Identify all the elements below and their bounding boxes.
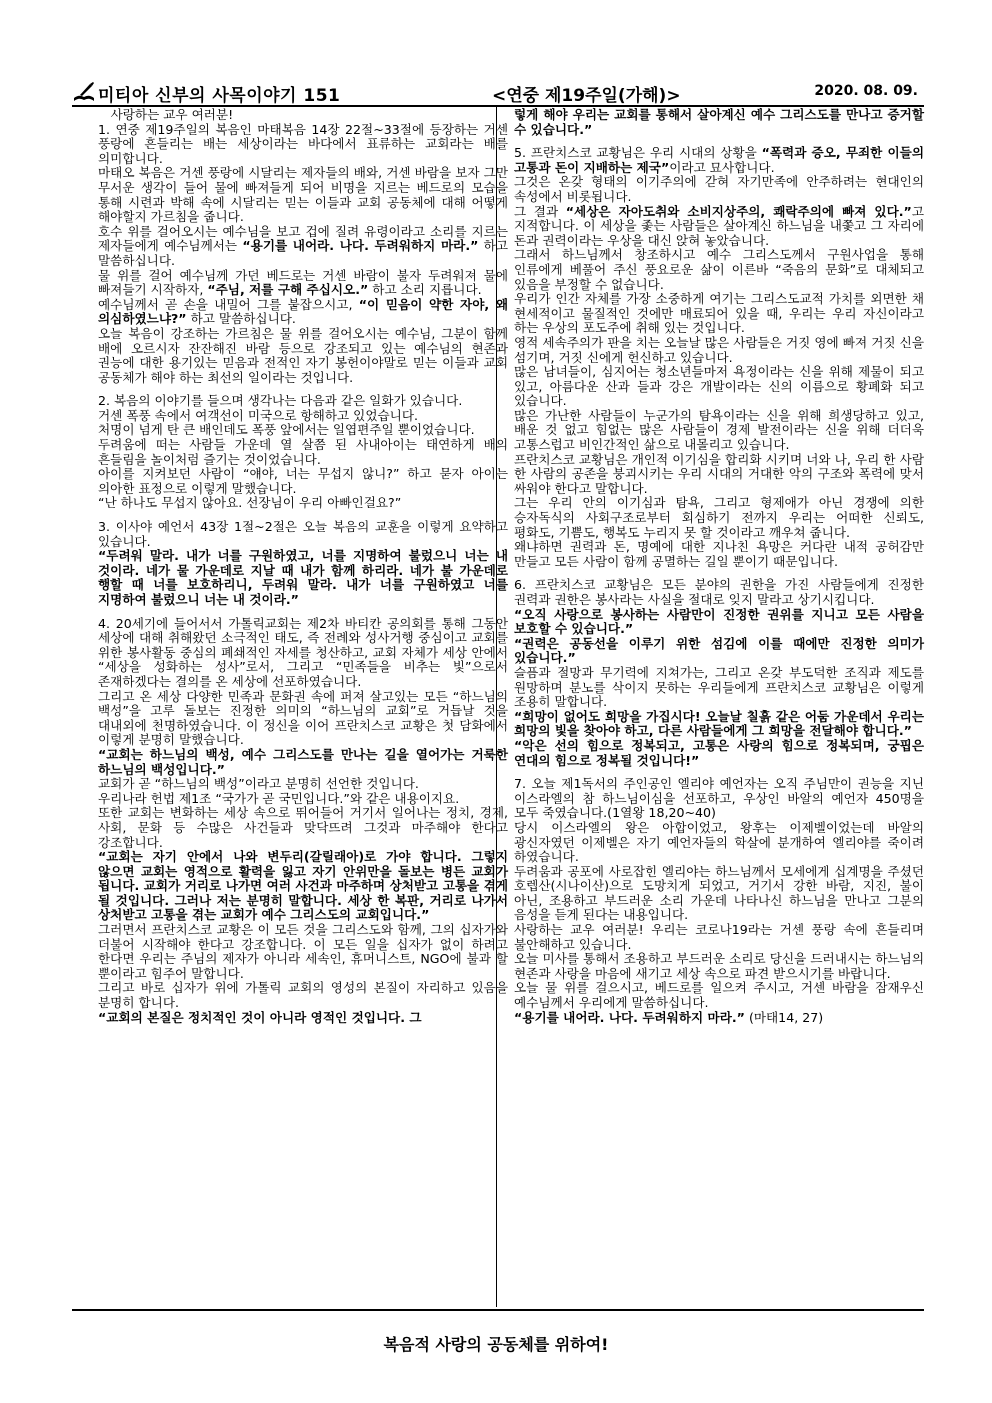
- paragraph-text: 또한 교회는 변화하는 세상 속으로 뛰어들어 거기서 일어나는 정치, 경제, 사회, 문화 등 수많은 사건들과 맞닥뜨려 그것과 마주해야 한다고 강조합니다.: [98, 805, 508, 850]
- paragraph: [98, 123, 508, 167]
- paragraph: [514, 540, 924, 569]
- pen-book-icon: [72, 81, 96, 103]
- liturgical-week: <연중 제19주일(가해)>: [492, 86, 681, 106]
- paragraph-text: 그것은 온갖 형태의 이기주의에 갇혀 자기만족에 안주하려는 현대인의 속성에서 비롯됩니다.: [514, 174, 924, 204]
- paragraph-text: “난 하나도 무섭지 않아요. 선장님이 우리 아빠인걸요?”: [98, 495, 402, 511]
- paragraph: [514, 578, 924, 607]
- paragraph-text: 슬픔과 절망과 무기력에 지쳐가는, 그리고 온갖 부도덕한 조직과 제도를 원망하며 분노를 삭이지 못하는 우리들에게 프란치스코 교황님은 이렇게 조용히 말합니다.: [514, 664, 924, 710]
- paragraph-text: 거센 폭풍 속에서 여객선이 미국으로 항해하고 있었습니다.: [98, 407, 418, 423]
- paragraph: [514, 923, 924, 952]
- paragraph: [98, 806, 508, 850]
- paragraph-text: 그래서 하느님께서 창조하시고 예수 그리스도께서 구원사업을 통해 인류에게 베풀어 주신 풍요로운 삶이 이른바 “죽음의 문화”로 대체되고 있음을 부정할 수 없습니다.: [514, 247, 924, 292]
- paragraph-text: 많은 가난한 사람들이 누군가의 탐욕이라는 신을 위해 희생당하고 있고, 배운 것 없고 힘없는 많은 사람들이 경제 발전이라는 신을 위해 더더욱 고통스럽고 비인간적인 삶으로 내몰리고 있습니다.: [514, 407, 924, 453]
- paragraph-text: 2. 복음의 이야기를 들으며 생각나는 다음과 같은 일화가 있습니다.: [98, 393, 463, 409]
- bold-quote: 렇게 해야 우리는 교회를 통해서 살아계신 예수 그리스도를 만나고 증거할 수 있습니다.”: [514, 107, 924, 137]
- paragraph-text: 7. 오늘 제1독서의 주인공인 엘리야 예언자는 오직 주님만이 권능을 지닌 이스라엘의 참 하느님이심을 선포하고, 우상인 바알의 예언자 450명을 모두 죽였습니다.(1열왕 18,20~40): [514, 776, 924, 821]
- paragraph-tail: 하고 소리 지릅니다.: [368, 282, 482, 298]
- paragraph-tail: 고 지적합니다. 이 세상을 좇는 사람들은 살아계신 하느님을 내쫓고 그 자리에 돈과 권력이라는 우상을 대신 앉혀 놓았습니다.: [514, 203, 924, 248]
- paragraph-tail: (마태14, 27): [744, 1009, 824, 1025]
- bold-quote: “주님, 저를 구해 주십시오.”: [207, 282, 369, 298]
- paragraph: [514, 637, 924, 666]
- paragraph-text: 그러면서 프란치스코 교황은 이 모든 것을 그리스도와 함께, 그의 십자가와 더불어 시작해야 한다고 강조합니다. 이 모든 일을 십자가 없이 하려고 한다면 우리는 주님의 제자가 아니라 세속인, 휴머니스트, NGO에 불과 할 뿐이라고 힘주어 말합니다.: [98, 922, 508, 981]
- issue-date: 2020. 08. 09.: [814, 83, 918, 99]
- paragraph: [514, 146, 924, 175]
- header: [72, 79, 924, 105]
- paragraph-text: 두려움과 공포에 사로잡힌 엘리야는 하느님께서 모세에게 십계명을 주셨던 호렙산(시나이산)으로 도망치게 되었고, 거기서 강한 바람, 지진, 불이 아닌, 조용하고 부드러운 소리 가운데 나타나신 하느님을 만나고 그분의 음성을 듣게 된다는 내용입니다.: [514, 863, 924, 923]
- paragraph-text: 오늘 물 위를 걸으시고, 베드로를 일으켜 주시고, 거센 바람을 잠재우신 예수님께서 우리에게 말씀하십니다.: [514, 980, 924, 1011]
- paragraph: [514, 292, 924, 336]
- paragraph: [98, 690, 508, 748]
- paragraph: [98, 748, 508, 777]
- paragraph: [98, 617, 508, 690]
- left-column: [98, 108, 508, 1025]
- paragraph: [514, 248, 924, 292]
- paragraph: [98, 423, 508, 438]
- paragraph-text: 우리나라 헌법 제1조 “국가가 곧 국민입니다.”와 같은 내용이지요.: [98, 790, 460, 806]
- paragraph: [98, 850, 508, 923]
- paragraph: [514, 365, 924, 409]
- paragraph-text: 사랑하는 교우 여러분! 우리는 코로나19라는 거센 풍랑 속에 흔들리며 불안해하고 있습니다.: [514, 922, 924, 952]
- paragraph-text: 두려움에 떠는 사람들 가운데 열 살쯤 된 사내아이는 태연하게 배의 흔들림을 놀이처럼 즐기는 것이었습니다.: [98, 437, 508, 467]
- paragraph: [514, 175, 924, 204]
- paragraph-text: 왜냐하면 권력과 돈, 명예에 대한 지나친 욕망은 커다란 내적 공허감만 만들고 모든 사람이 함께 공멸하는 길일 뿐이기 때문입니다.: [514, 539, 924, 569]
- paragraph: [98, 327, 508, 385]
- bold-quote: “세상은 자아도취와 소비지상주의, 쾌락주의에 빠져 있다.”: [565, 203, 912, 219]
- paragraph: [98, 467, 508, 496]
- paragraph: [98, 225, 508, 269]
- paragraph: [98, 298, 508, 327]
- paragraph-text: 3. 이사야 예언서 43장 1절~2절은 오늘 복음의 교훈을 이렇게 요약하고 있습니다.: [98, 519, 508, 549]
- paragraph-text: 그리고 온 세상 다양한 민족과 문화권 속에 퍼져 살고있는 모든 “하느님의 백성”을 고루 돌보는 진정한 의미의 “하느님의 교회”로 거듭날 것을 대내외에 천명하였습니다. 이 정신을 이어 프란치스코 교황은 첫 담화에서 이렇게 분명히 말했습니다.: [98, 688, 508, 748]
- paragraph-text: 4. 20세기에 들어서서 가톨릭교회는 제2차 바티칸 공의회를 통해 그동안 세상에 대해 취해왔던 소극적인 태도, 즉 전례와 성사거행 중심이고 교회를 위한 봉사활동 중심의 폐쇄적인 자세를 청산하고, 교회 자체가 세상 안에서 “세상을 성화하는 성사”로서, 그리고 “민족들을 비추는 빛”으로서 존재하겠다는 결의를 온 세상에 선포하였습니다.: [98, 615, 508, 689]
- bold-quote: “악은 선의 힘으로 정복되고, 고통은 사랑의 힘으로 정복되며, 궁핍은 연대의 힘으로 정복될 것입니다!”: [514, 737, 924, 768]
- bold-quote: “교회의 본질은 정치적인 것이 아니라 영적인 것입니다. 그: [98, 1009, 422, 1025]
- paragraph-tail: 하고 말씀하십니다.: [186, 311, 296, 327]
- paragraph: [514, 981, 924, 1010]
- paragraph-text: 아이를 지켜보던 사람이 “얘야, 너는 무섭지 않니?” 하고 묻자 아이는 의아한 표정으로 이렇게 말했습니다.: [98, 466, 508, 496]
- paragraph: [514, 666, 924, 710]
- footer-slogan: 복음적 사랑의 공동체를 위하여!: [383, 1335, 609, 1354]
- paragraph: [514, 739, 924, 768]
- paragraph-text: 영적 세속주의가 판을 치는 오늘날 많은 사람들은 거짓 영에 빠져 거짓 신을 섬기며, 거짓 신에게 헌신하고 있습니다.: [514, 334, 924, 365]
- paragraph-text: 프란치스코 교황님은 개인적 이기심을 합리화 시키며 너와 나, 우리 한 사람 한 사람의 공존을 붕괴시키는 우리 시대의 거대한 악의 구조와 폭력에 맞서 싸워야 한다고 말합니다.: [514, 451, 924, 496]
- paragraph-text: 당시 이스라엘의 왕은 아합이었고, 왕후는 이제벨이었는데 바알의 광신자였던 이제벨은 자기 예언자들의 학살에 분개하여 엘리야를 죽이려 하였습니다.: [514, 819, 924, 865]
- bold-quote: “권력은 공동선을 이루기 위한 섬김에 이를 때에만 진정한 의미가 있습니다.”: [514, 635, 924, 666]
- bold-quote: “폭력과 증오, 무죄한 이들의 고통과 돈이 지배하는 제국”: [514, 145, 924, 175]
- bold-quote: “오직 사랑으로 봉사하는 사람만이 진정한 권위를 지니고 모든 사람을 보호할 수 있습니다.”: [514, 606, 924, 637]
- paragraph: [514, 608, 924, 637]
- bold-quote: “용기를 내어라. 나다. 두려워하지 마라.”: [242, 238, 479, 254]
- paragraph: [98, 792, 508, 807]
- paragraph: [98, 496, 508, 511]
- paragraph: [514, 108, 924, 137]
- paragraph: [98, 1011, 508, 1026]
- paragraph-text: 5. 프란치스코 교황님은 우리 시대의 상황을: [514, 145, 762, 161]
- paragraph-text: 물 위를 걸어 예수님께 가던 베드로는 거센 바람이 불자 두려워져 물에 빠져들기 시작하자,: [98, 267, 508, 298]
- paragraph-text: 그리고 바로 십자가 위에 가톨릭 교회의 영성의 본질이 자리하고 있음을 분명히 합니다.: [98, 980, 508, 1011]
- paragraph: [98, 166, 508, 224]
- paragraph-text: 그는 우리 안의 이기심과 탐욕, 그리고 형제애가 아닌 경쟁에 의한 승자독식의 사회구조로부터 회심하기 전까지 우리는 어떠한 신뢰도, 평화도, 기쁨도, 행복도 누리지 못 할 것이라고 깨우쳐 줍니다.: [514, 495, 924, 540]
- bold-quote: “희망이 없어도 희망을 가집시다! 오늘날 칠흙 같은 어둠 가운데서 우리는 희망의 빛을 찾아야 하고, 다른 사람들에게 그 희망을 전달해야 합니다.”: [514, 708, 924, 739]
- paragraph-text: 교회가 곧 “하느님의 백성”이라고 분명히 선언한 것입니다.: [98, 776, 419, 792]
- paragraph-tail: 이라고 묘사합니다.: [669, 159, 775, 175]
- paragraph: [514, 496, 924, 540]
- paragraph-text: 그 결과: [514, 203, 566, 219]
- paragraph-text: 1. 연중 제19주일의 복음인 마태복음 14장 22절~33절에 등장하는 거센 풍랑에 흔들리는 배는 세상이라는 바다에서 표류하는 교회라는 배를 의미합니다.: [98, 121, 508, 166]
- paragraph: [514, 710, 924, 739]
- bold-quote: “용기를 내어라. 나다. 두려워하지 마라.”: [514, 1009, 745, 1025]
- bold-quote: “교회는 하느님의 백성, 예수 그리스도를 만나는 길을 열어가는 거룩한 하느님의 백성입니다.”: [98, 746, 508, 777]
- paragraph: [514, 453, 924, 497]
- newsletter-title: 미티아 신부의 사목이야기 151: [98, 86, 341, 106]
- paragraph: [514, 409, 924, 453]
- paragraph: [98, 269, 508, 298]
- paragraph: [514, 1011, 924, 1026]
- bold-quote: “두려워 말라. 내가 너를 구원하였고, 너를 지명하여 불렀으니 너는 내 것이라. 네가 물 가운데로 지날 때 내가 함께 하리라. 네가 불 가운데로 행할 때 너를 보호하리니, 두려워 말라. 내가 너를 구원하였고 너를 지명하여 불렀으니 너는 내 것이라.”: [98, 548, 508, 607]
- paragraph-text: 처명이 넘게 탄 큰 배인데도 폭풍 앞에서는 일엽편주일 뿐이었습니다.: [98, 422, 475, 438]
- paragraph: [98, 777, 508, 792]
- paragraph: [98, 981, 508, 1010]
- paragraph-tail: 하고 말씀하십니다.: [98, 238, 508, 268]
- paragraph-text: 우리가 인간 자체를 가장 소중하게 여기는 그리스도교적 가치를 외면한 채 현세적이고 물질적인 것에만 매료되어 있을 때, 우리는 우리 자신이라고 하는 우상의 포도주에 취해 있는 것입니다.: [514, 291, 924, 336]
- paragraph-text: 호수 위를 걸어오시는 예수님을 보고 겁에 질려 유령이라고 소리를 지르는 제자들에게 예수님께서는: [98, 223, 508, 254]
- paragraph: [98, 409, 508, 424]
- paragraph: [98, 549, 508, 607]
- bold-quote: “이 믿음이 약한 자야, 왜 의심하였느냐?”: [98, 296, 508, 327]
- paragraph: [98, 438, 508, 467]
- paragraph: [514, 205, 924, 249]
- paragraph: [98, 520, 508, 549]
- paragraph: [514, 336, 924, 365]
- paragraph-text: 사랑하는 교우 여러분!: [110, 107, 234, 122]
- paragraph: [98, 108, 508, 123]
- paragraph: [98, 923, 508, 981]
- paragraph-text: 오늘 미사를 통해서 조용하고 부드러운 소리로 당신을 드러내시는 하느님의 현존과 사랑을 마음에 새기고 세상 속으로 파견 받으시기를 바랍니다.: [514, 951, 924, 981]
- paragraph-text: 마태오 복음은 거센 풍랑에 시달리는 제자들의 배와, 거센 바람을 보자 그만 무서운 생각이 들어 물에 빠져들게 되어 비명을 지르는 베드로의 모습을 통해 시련과 박해 속에 시달리는 믿는 이들과 교회 공동체에 대해 어떻게 해야할지 가르침을 줍니다.: [98, 165, 508, 225]
- paragraph: [98, 394, 508, 409]
- bold-quote: “교회는 자기 안에서 나와 변두리(갈릴래아)로 가야 합니다. 그렇지 않으면 교회는 영적으로 활력을 잃고 자기 안위만을 돌보는 병든 교회가 됩니다. 교회가 거리로 나가면 여러 사건과 마주하며 상처받고 고통을 겪게 될 것입니다. 그러나 저는 분명히 말합니다. 세상 한 복판, 거리로 나가서 상처받고 고통을 겪는 교회가 예수 그리스도의 교회입니다.”: [98, 849, 508, 923]
- paragraph-text: 예수님께서 곧 손을 내밀어 그를 붙잡으시고,: [98, 296, 359, 312]
- paragraph: [514, 952, 924, 981]
- paragraph: [514, 777, 924, 821]
- paragraph-text: 많은 남녀들이, 심지어는 청소년들마저 욕정이라는 신을 위해 제물이 되고 있고, 아름다운 산과 들과 강은 개발이라는 신의 이름으로 황폐화 되고 있습니다.: [514, 364, 924, 409]
- paragraph-text: 6. 프란치스코 교황님은 모든 분야의 권한을 가진 사람들에게 진정한 권력과 권한은 봉사라는 사실을 절대로 잊지 말라고 상기시킵니다.: [514, 577, 924, 607]
- right-column: [514, 108, 924, 1025]
- paragraph-text: 오늘 복음이 강조하는 가르침은 물 위를 걸어오시는 예수님, 그분이 함께 배에 오르시자 잔잔해진 바람 등으로 강조되고 있는 예수님의 현존과 권능에 대한 용기있는 믿음과 전적인 자기 봉헌이야말로 믿는 이들과 교회 공동체가 해야 하는 최선의 일이라는 것입니다.: [98, 325, 508, 385]
- paragraph: [514, 821, 924, 865]
- paragraph: [514, 865, 924, 923]
- footer-rule: [72, 1309, 924, 1311]
